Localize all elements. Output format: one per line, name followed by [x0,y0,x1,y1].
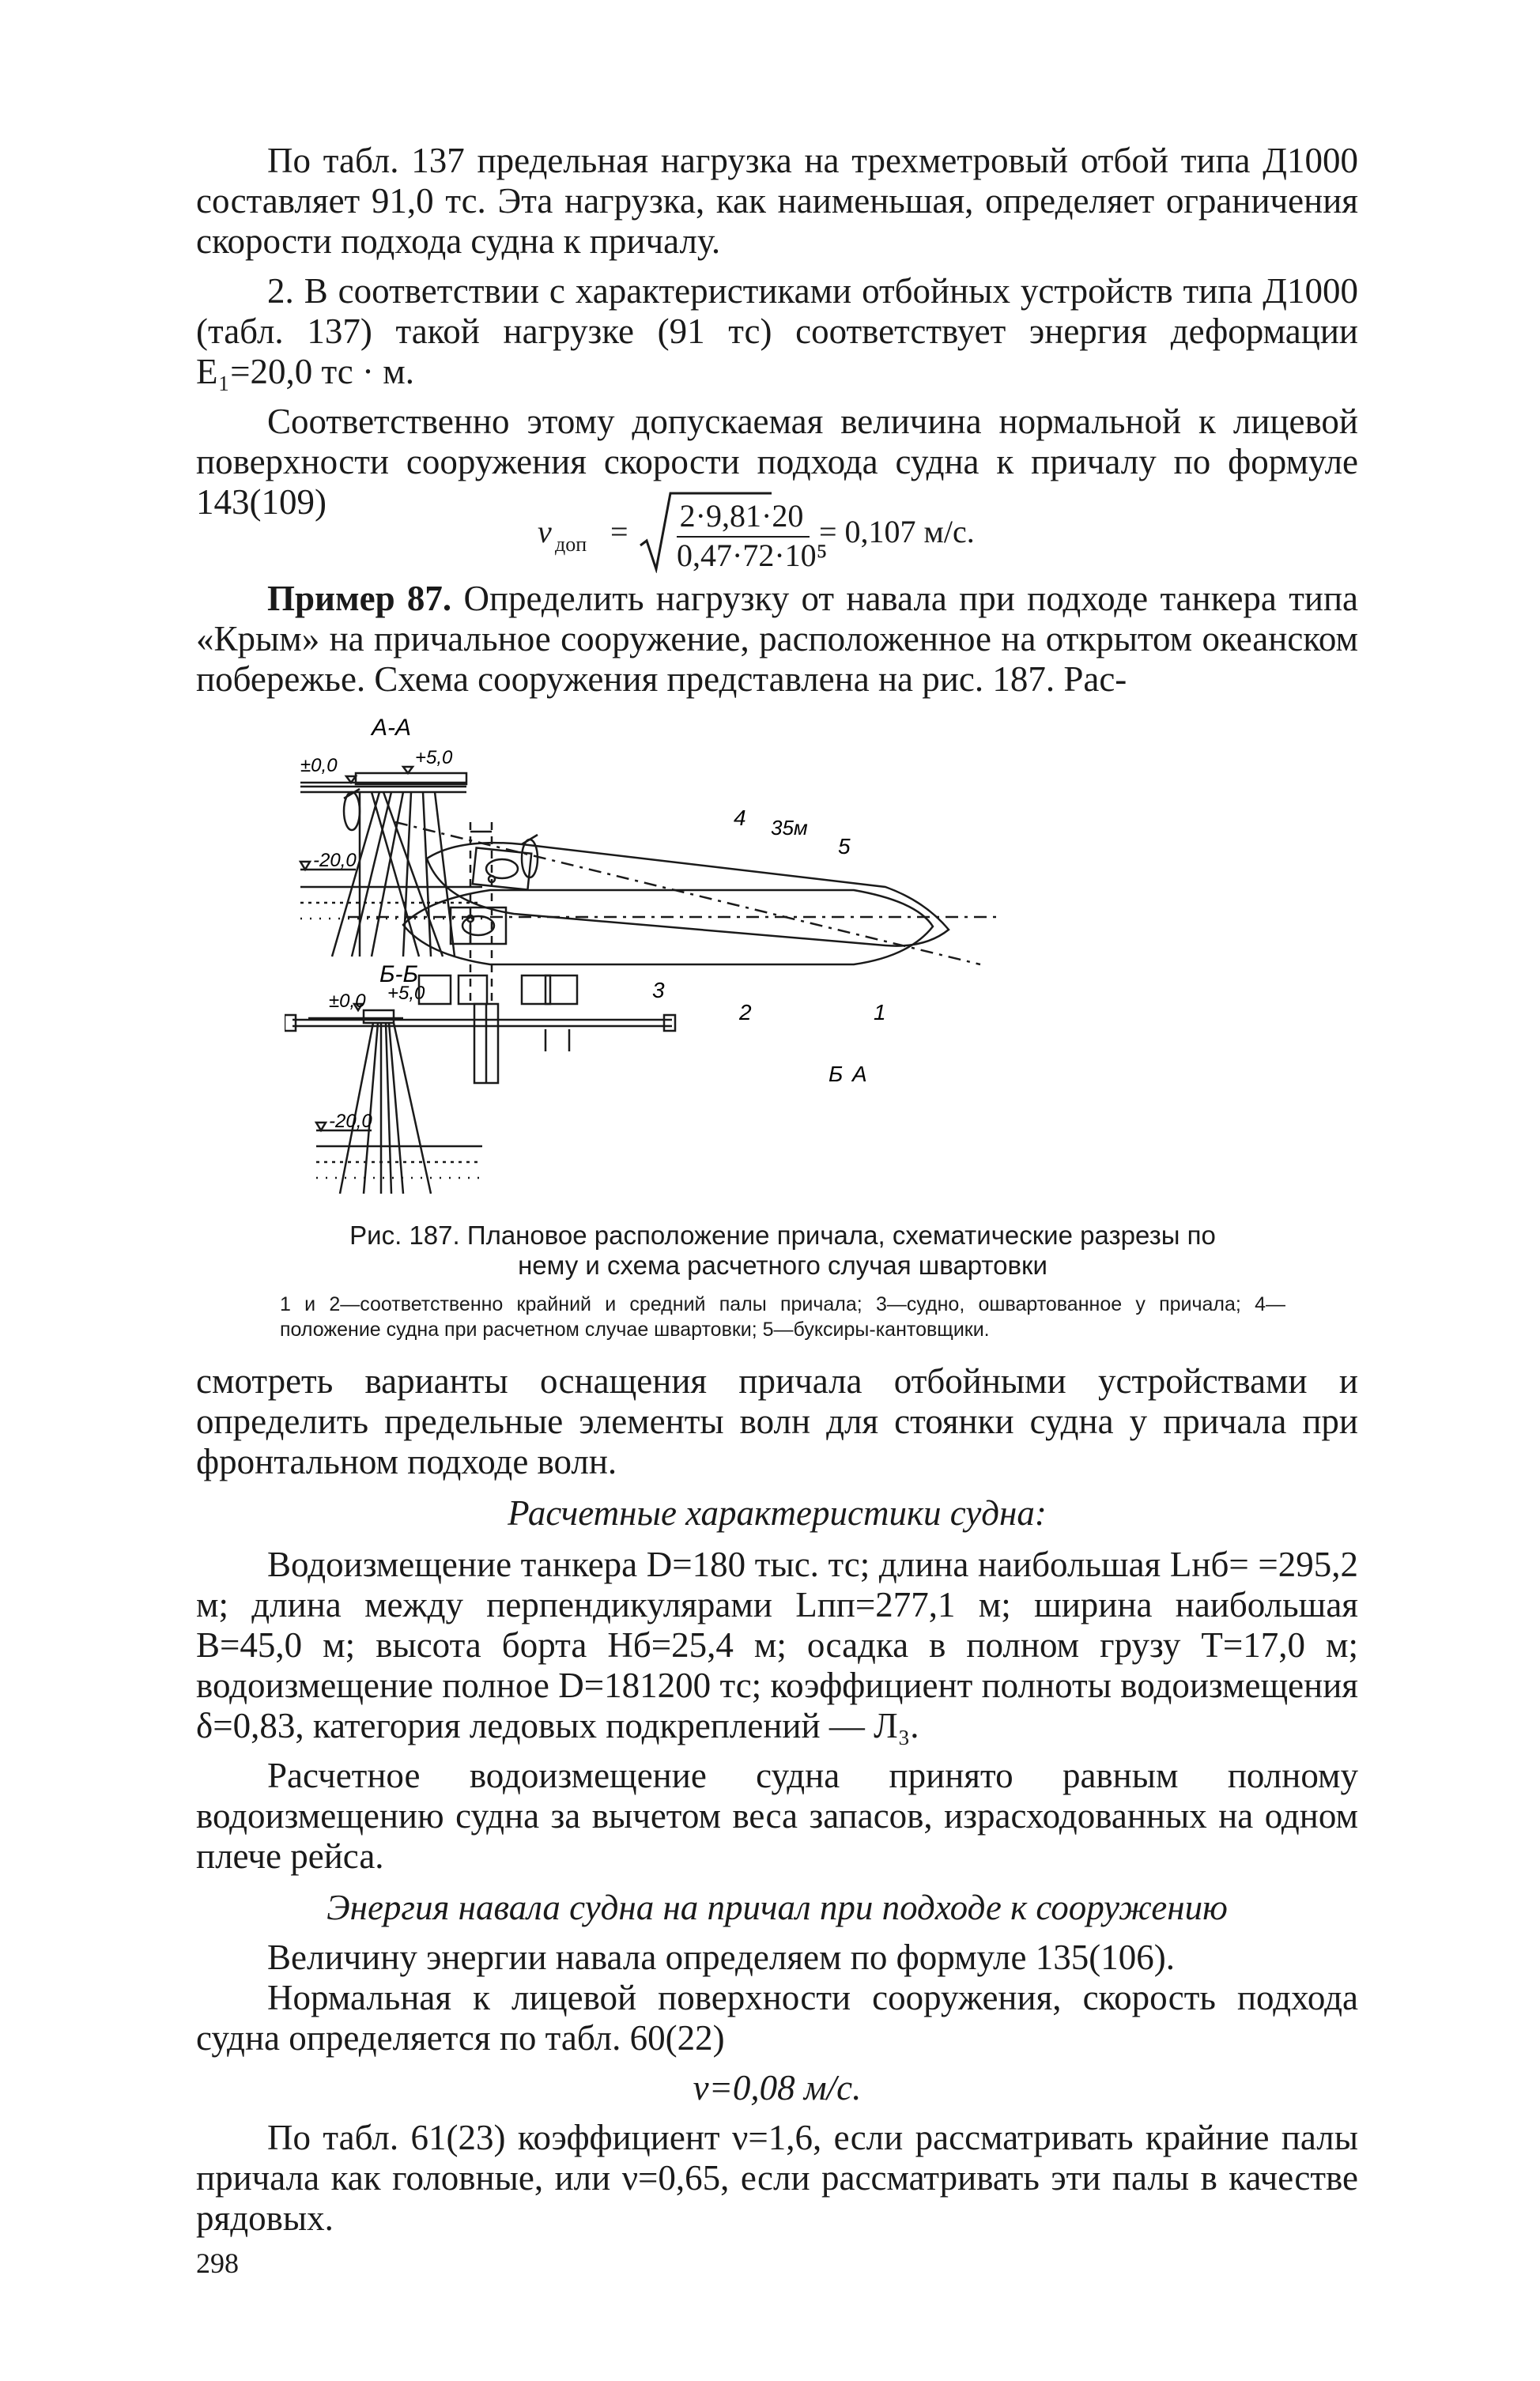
example-block [196,579,1358,700]
level-label: -20,0 [329,1111,372,1132]
section-mark: А [852,1062,867,1086]
formula-velocity [538,490,1091,577]
paragraph: Соответственно этому допускаемая величина нормальной к лицевой поверхности сооружения скорости подхода судна к причалу по формуле 143(109) [196,402,1358,522]
paragraph: смотреть варианты оснащения причала отбойными устройствами и определить предельные элементы волн для стоянки судна у причала при фронтальном подходе волн. [196,1361,1358,1481]
paragraph: 2. В соответствии с характеристиками отбойных устройств типа Д1000 (табл. 137) такой нагрузке (91 тс) соответствует энергия деформации E₁=20,0 тс · м. [196,271,1358,391]
top-text-block [196,141,1358,523]
example-text: Определить нагрузку от навала при подходе танкера типа «Крым» на причальное сооружение, расположенное на открытом океанском побережье. Схема сооружения представлена на рис. 187. Рас- [196,579,1359,699]
section-mark: Б [829,1062,844,1086]
figure-caption [261,1221,1304,1342]
callout-label: 5 [838,834,851,858]
figure-legend: 1 и 2—соответственно крайний и средний палы причала; 3—судно, ошвартованное у причала; 4—положение судна при расчетном случае швартовки; 5—буксиры-кантовщики. [280,1293,1285,1341]
formula-equals: = [610,514,628,549]
section-bb-label: Б-Б [379,961,419,987]
callout-label: 4 [734,806,746,830]
callout-label: 1 [874,1000,886,1024]
callout-label: 3 [652,978,665,1002]
caption-line: нему и схема расчетного случая швартовки [518,1251,1047,1280]
paragraph: Величину энергии навала определяем по формуле 135(106). [267,1938,1175,1977]
level-label: +5,0 [415,747,453,768]
formula-lhs: v [538,514,552,549]
formula-velocity-value: v=0,08 м/с. [693,2068,862,2107]
section-heading: Энергия навала судна на причал при подходе к сооружению [326,1888,1228,1927]
section-bb-drawing [308,1004,482,1194]
figure-187 [285,704,1312,1209]
level-label: -20,0 [313,850,357,871]
paragraph: Нормальная к лицевой поверхности сооружения, скорость подхода судна определяется по табл. 60(22) [196,1978,1358,2058]
example-paragraph [196,579,1358,700]
formula-result: = 0,107 м/с. [819,514,975,549]
caption-line: Рис. 187. Плановое расположение причала, схематические разрезы по [349,1221,1216,1250]
section-aa-label: А-А [372,715,412,741]
paragraph: По табл. 61(23) коэффициент ν=1,6, если рассматривать крайние палы причала как головные, или ν=0,65, если рассматривать эти палы в качестве рядовых. [196,2118,1358,2238]
dimension-label: 35м [771,816,808,840]
plan-view [285,789,996,1083]
example-label: Пример 87. [267,579,452,618]
page-number: 298 [196,2247,239,2279]
paragraph: Расчетное водоизмещение судна принято равным полному водоизмещению судна за вычетом веса запасов, израсходованных на одном плече рейса. [196,1756,1358,1876]
callout-label: 2 [739,1000,752,1024]
formula-numerator: 2·9,81·20 [679,498,804,534]
level-label: ±0,0 [300,755,338,776]
paragraph: Водоизмещение танкера D=180 тыс. тс; длина наибольшая Lнб= =295,2 м; длина между перпендикулярами Lпп=277,1 м; ширина наибольшая B=45,0 м; высота борта Hб=25,4 м; осадка в полном грузу T=17,0 м; водоизмещение полное D=181200 тс; коэффициент полноты водоизмещения δ=0,83, категория ледовых подкреплений — Л₃. [196,1545,1358,1745]
mooring-dolphin [459,975,487,1004]
paragraph: По табл. 137 предельная нагрузка на трехметровый отбой типа Д1000 составляет 91,0 тс. Эта нагрузка, как наименьшая, определяет ограничения скорости подхода судна к причалу. [196,141,1358,261]
level-label: ±0,0 [329,991,366,1012]
formula-lhs-subscript: доп [555,533,587,556]
superstructure [451,907,506,944]
section-heading: Расчетные характеристики судна: [508,1493,1047,1533]
formula-denominator: 0,47·72·10⁵ [677,538,828,573]
bottom-text-block [196,1361,1358,2239]
level-label: +5,0 [387,983,425,1004]
